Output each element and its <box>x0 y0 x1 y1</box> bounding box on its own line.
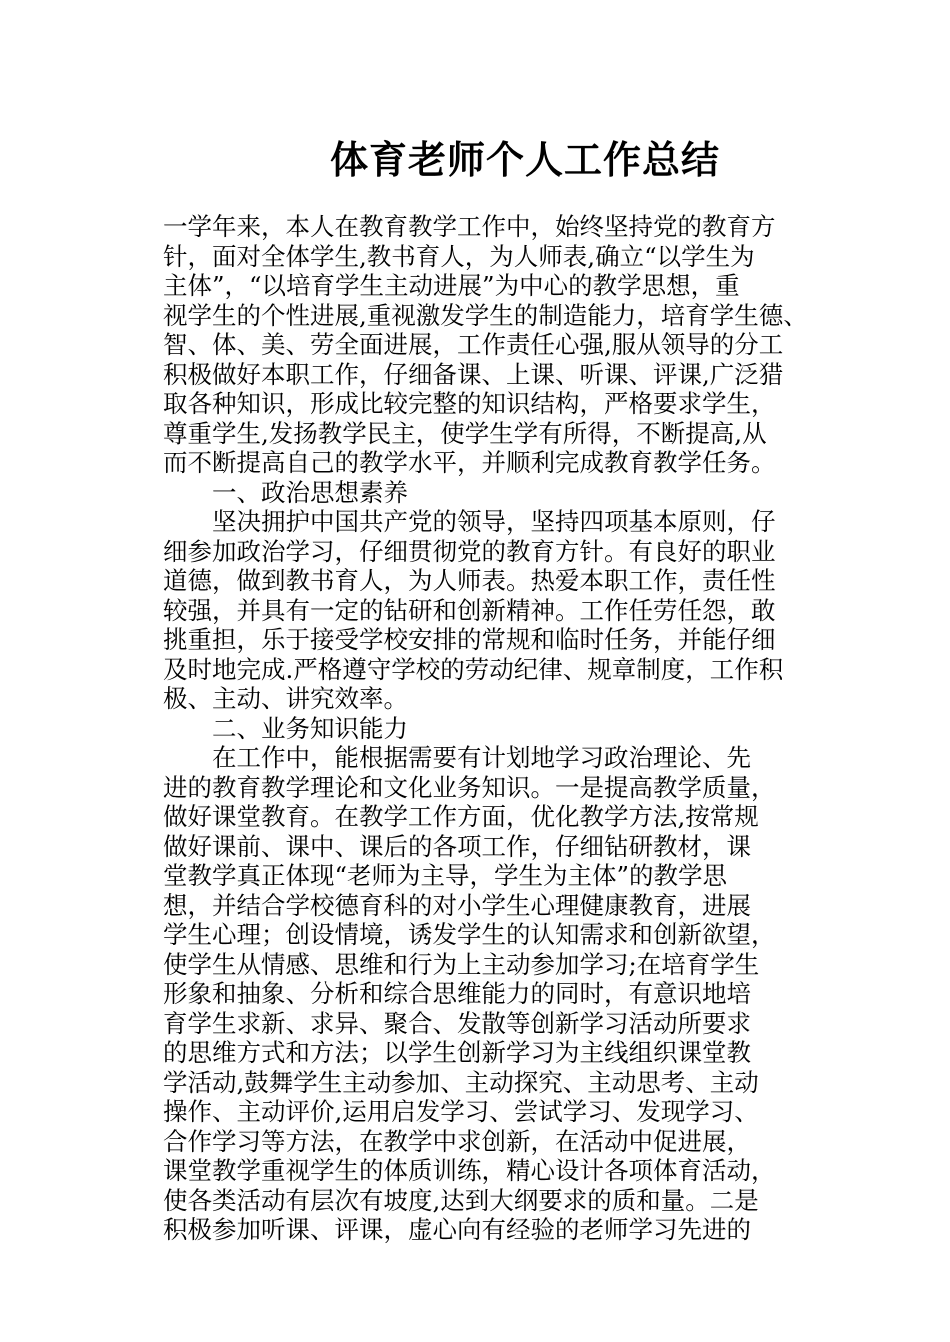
text-line: 课堂教学重视学生的体质训练，精心设计各项体育活动， <box>163 1156 776 1185</box>
text-line: 进的教育教学理论和文化业务知识。一是提高教学质量， <box>163 772 776 802</box>
text-line: 的思维方式和方法；以学生创新学习为主线组织课堂教 <box>163 1038 751 1067</box>
text-line: 主体”，“以培育学生主动进展”为中心的教学思想，重 <box>163 271 740 300</box>
text-line: 挑重担，乐于接受学校安排的常规和临时任务，并能仔细 <box>163 625 776 654</box>
text-line: 视学生的个性进展,重视激发学生的制造能力，培育学生德、 <box>163 300 808 330</box>
text-line: 育学生求新、求异、聚合、发散等创新学习活动所要求 <box>163 1008 751 1038</box>
text-line: 智、体、美、劳全面进展，工作责任心强,服从领导的分工 <box>163 330 784 359</box>
text-line: 做好课堂教育。在教学工作方面，优化教学方法,按常规 <box>163 802 759 831</box>
text-line: 极、主动、讲究效率。 <box>163 684 408 713</box>
text-line: 坚决拥护中国共产党的领导，坚持四项基本原则，仔 <box>212 507 776 536</box>
text-line: 二、业务知识能力 <box>212 713 408 743</box>
text-line: 较强，并具有一定的钻研和创新精神。工作任劳任怨，敢 <box>163 595 776 625</box>
text-line: 尊重学生,发扬教学民主，使学生学有所得，不断提高,从 <box>163 418 767 448</box>
text-line: 而不断提高自己的教学水平，并顺利完成教育教学任务。 <box>163 448 776 477</box>
text-line: 取各种知识，形成比较完整的知识结构，严格要求学生， <box>163 389 776 418</box>
text-line: 使学生从情感、思维和行为上主动参加学习;在培育学生 <box>163 949 760 979</box>
text-line: 细参加政治学习，仔细贯彻党的教育方针。有良好的职业 <box>163 536 776 566</box>
text-line: 学生心理；创设情境，诱发学生的认知需求和创新欲望， <box>163 920 776 949</box>
text-line: 形象和抽象、分析和综合思维能力的同时，有意识地培 <box>163 979 751 1008</box>
text-line: 想，并结合学校德育科的对小学生心理健康教育，进展 <box>163 890 751 920</box>
document-body <box>163 212 808 1245</box>
text-line: 堂教学真正体现“老师为主导，学生为主体”的教学思 <box>163 861 728 890</box>
document-title: 体育老师个人工作总结 <box>329 137 720 182</box>
text-line: 合作学习等方法，在教学中求创新，在活动中促进展， <box>163 1126 751 1156</box>
text-line: 及时地完成.严格遵守学校的劳动纪律、规章制度，工作积 <box>163 654 784 684</box>
text-line: 积极做好本职工作，仔细备课、上课、听课、评课,广泛猎 <box>163 359 784 389</box>
text-line: 道德，做到教书育人，为人师表。热爱本职工作，责任性 <box>163 566 776 595</box>
text-line: 一学年来，本人在教育教学工作中，始终坚持党的教育方 <box>163 212 776 241</box>
text-line: 使各类活动有层次有坡度,达到大纲要求的质和量。二是 <box>163 1185 759 1215</box>
text-line: 针，面对全体学生,教书育人，为人师表,确立“以学生为 <box>163 241 755 271</box>
text-line: 做好课前、课中、课后的各项工作，仔细钻研教材，课 <box>163 831 751 861</box>
text-line: 一、政治思想素养 <box>212 477 408 507</box>
text-line: 学活动,鼓舞学生主动参加、主动探究、主动思考、主动 <box>163 1067 759 1097</box>
text-line: 操作、主动评价,运用启发学习、尝试学习、发现学习、 <box>163 1097 759 1126</box>
text-line: 在工作中，能根据需要有计划地学习政治理论、先 <box>212 743 751 772</box>
text-line: 积极参加听课、评课，虚心向有经验的老师学习先进的 <box>163 1215 751 1244</box>
